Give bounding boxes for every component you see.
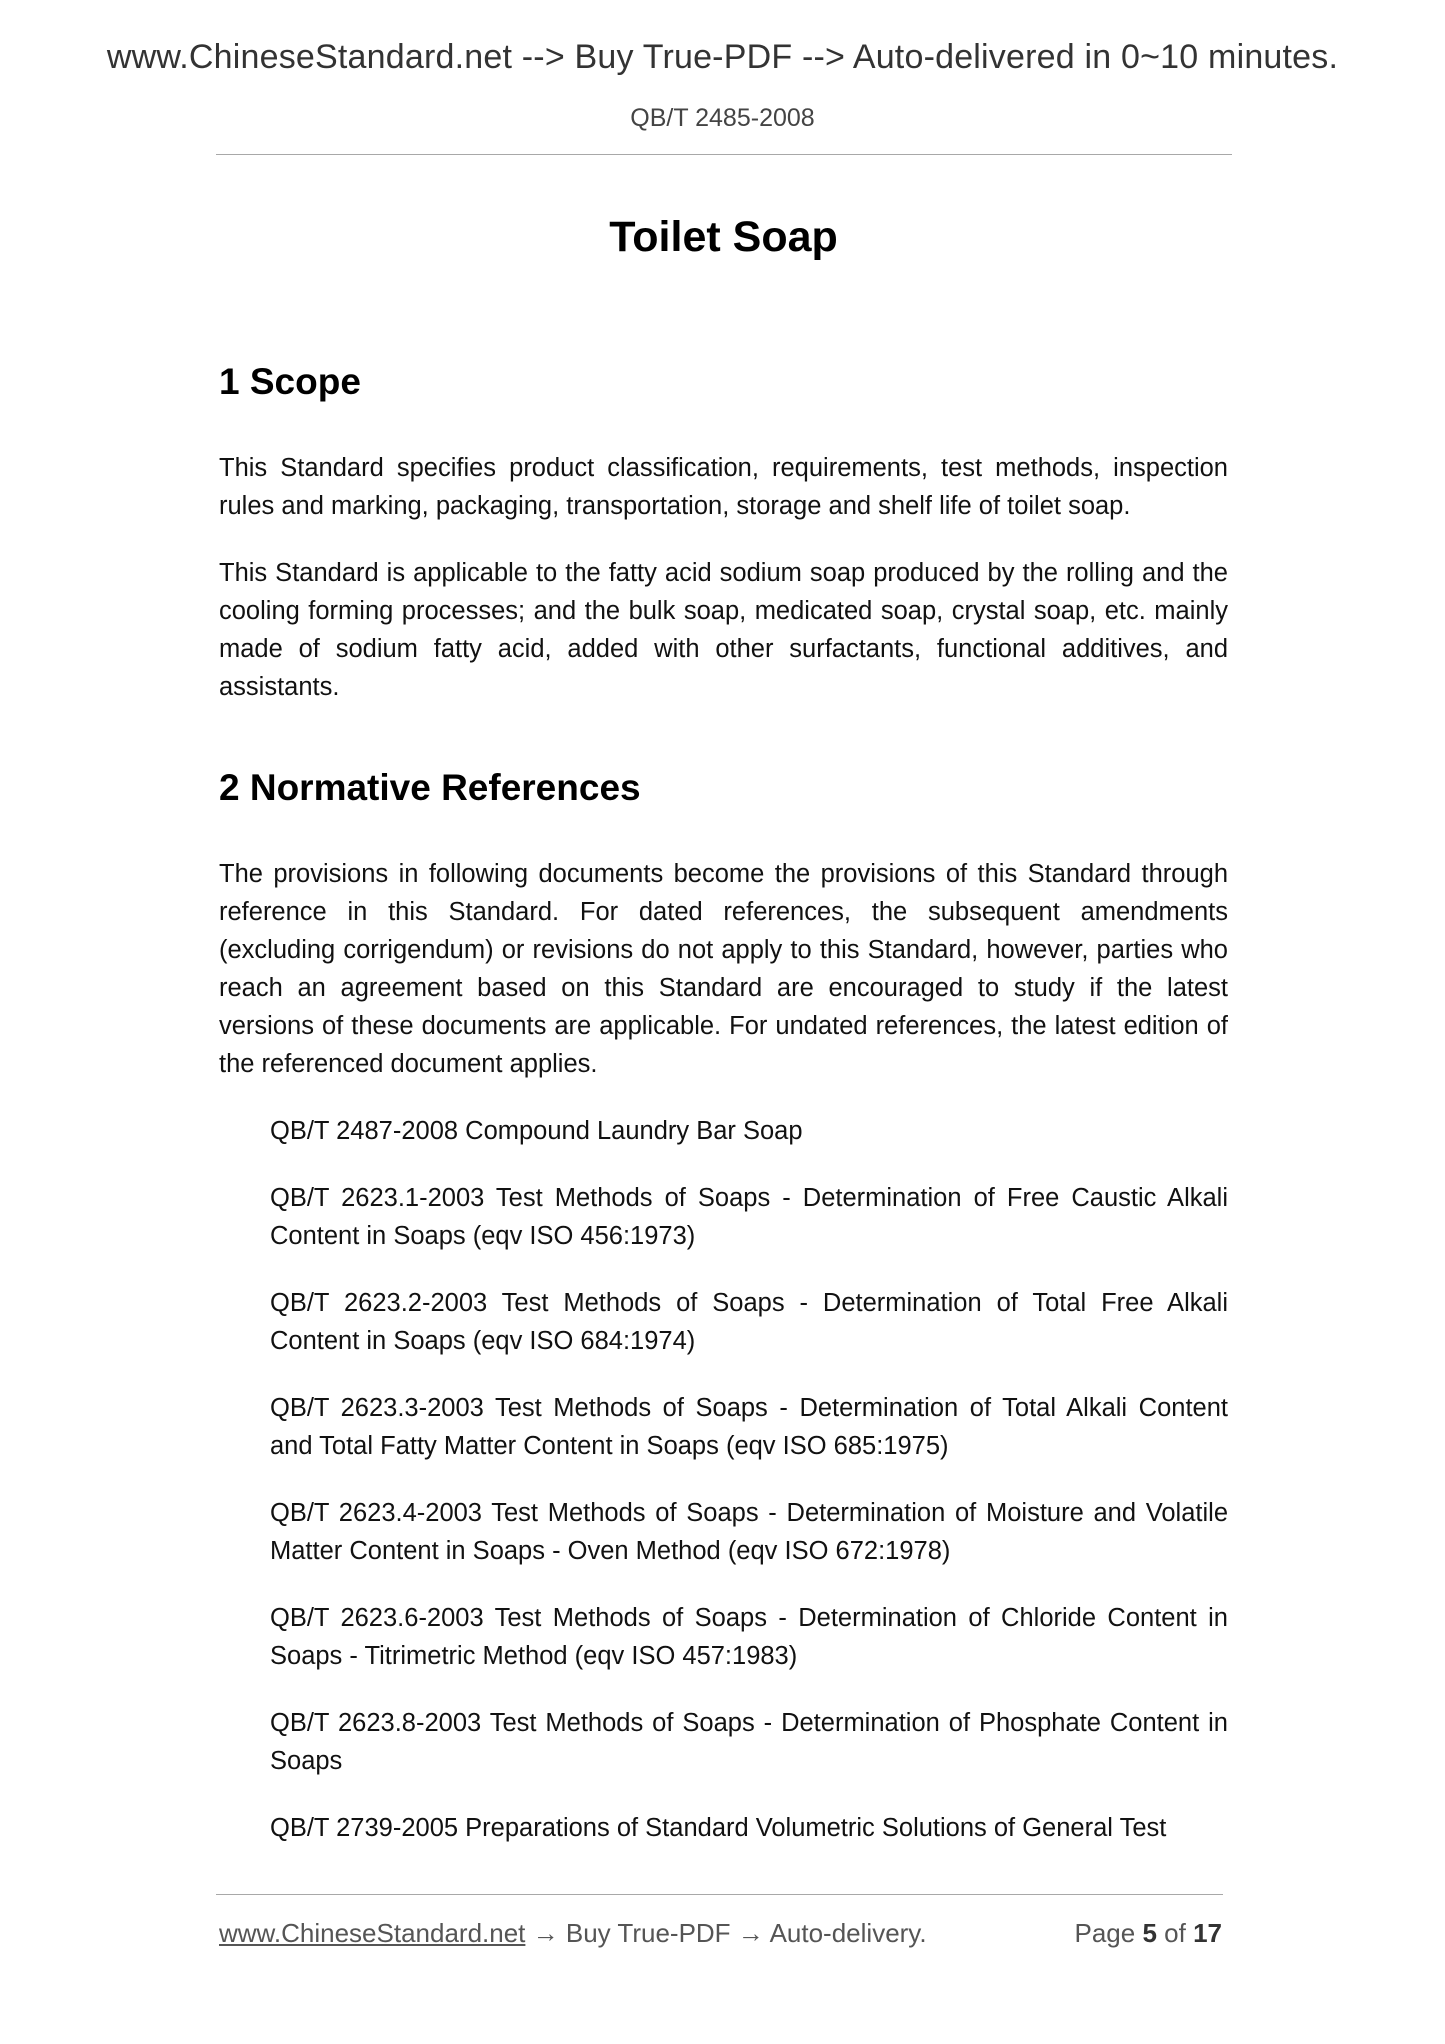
document-body	[219, 200, 1228, 1876]
reference-item: QB/T 2623.2-2003 Test Methods of Soaps - Determination of Total Free Alkali Content in Soaps (eqv ISO 684:1974)	[270, 1289, 1228, 1355]
page-indicator	[1074, 1918, 1222, 1949]
reference-item: QB/T 2487-2008 Compound Laundry Bar Soap	[270, 1117, 803, 1145]
reference-list	[219, 1112, 1228, 1847]
header-divider	[216, 154, 1232, 155]
reference-item: QB/T 2739-2005 Preparations of Standard Volumetric Solutions of General Test	[270, 1814, 1167, 1842]
page-of-label: of	[1164, 1918, 1186, 1948]
section-heading-normative-references: 2 Normative References	[219, 767, 641, 808]
total-pages-number: 17	[1193, 1918, 1222, 1948]
document-code: QB/T 2485-2008	[630, 104, 815, 132]
reference-item: QB/T 2623.6-2003 Test Methods of Soaps - Determination of Chloride Content in Soaps - Titrimetric Method (eqv ISO 457:1983)	[270, 1604, 1228, 1670]
footer-site-link[interactable]: www.ChineseStandard.net	[219, 1918, 526, 1948]
footer-promo	[219, 1918, 927, 1949]
reference-item: QB/T 2623.1-2003 Test Methods of Soaps - Determination of Free Caustic Alkali Content in Soaps (eqv ISO 456:1973)	[270, 1184, 1228, 1250]
page-footer	[219, 1918, 1222, 1954]
scope-paragraph: This Standard is applicable to the fatty acid sodium soap produced by the rolling and the cooling forming processes; and the bulk soap, medicated soap, crystal soap, etc. mainly made of sodium fatty acid, added with other surfactants, functional additives, and assistants.	[219, 559, 1228, 701]
section-heading-scope: 1 Scope	[219, 361, 361, 402]
page-title: Toilet Soap	[609, 213, 838, 261]
reference-item: QB/T 2623.3-2003 Test Methods of Soaps - Determination of Total Alkali Content and Total Fatty Matter Content in Soaps (eqv ISO 685:1975)	[270, 1394, 1228, 1460]
reference-item: QB/T 2623.8-2003 Test Methods of Soaps - Determination of Phosphate Content in Soaps	[270, 1709, 1228, 1775]
current-page-number: 5	[1142, 1918, 1157, 1948]
page-label: Page	[1074, 1918, 1136, 1948]
reference-item: QB/T 2623.4-2003 Test Methods of Soaps - Determination of Moisture and Volatile Matter Content in Soaps - Oven Method (eqv ISO 672:1978)	[270, 1499, 1228, 1565]
site-banner: www.ChineseStandard.net --> Buy True-PDF --> Auto-delivered in 0~10 minutes.	[106, 38, 1339, 76]
footer-promo-text: → Buy True-PDF → Auto-delivery.	[525, 1918, 927, 1948]
references-paragraph: The provisions in following documents become the provisions of this Standard through reference in this Standard. For dated references, the subsequent amendments (excluding corrigendum) or revisions do not apply to this Standard, however, parties who reach an agreement based on this Standard are encouraged to study if the latest versions of these documents are applicable. For undated references, the latest edition of the referenced document applies.	[219, 860, 1228, 1078]
footer-divider	[216, 1894, 1223, 1895]
scope-paragraph: This Standard specifies product classification, requirements, test methods, inspection rules and marking, packaging, transportation, storage and shelf life of toilet soap.	[219, 454, 1228, 520]
